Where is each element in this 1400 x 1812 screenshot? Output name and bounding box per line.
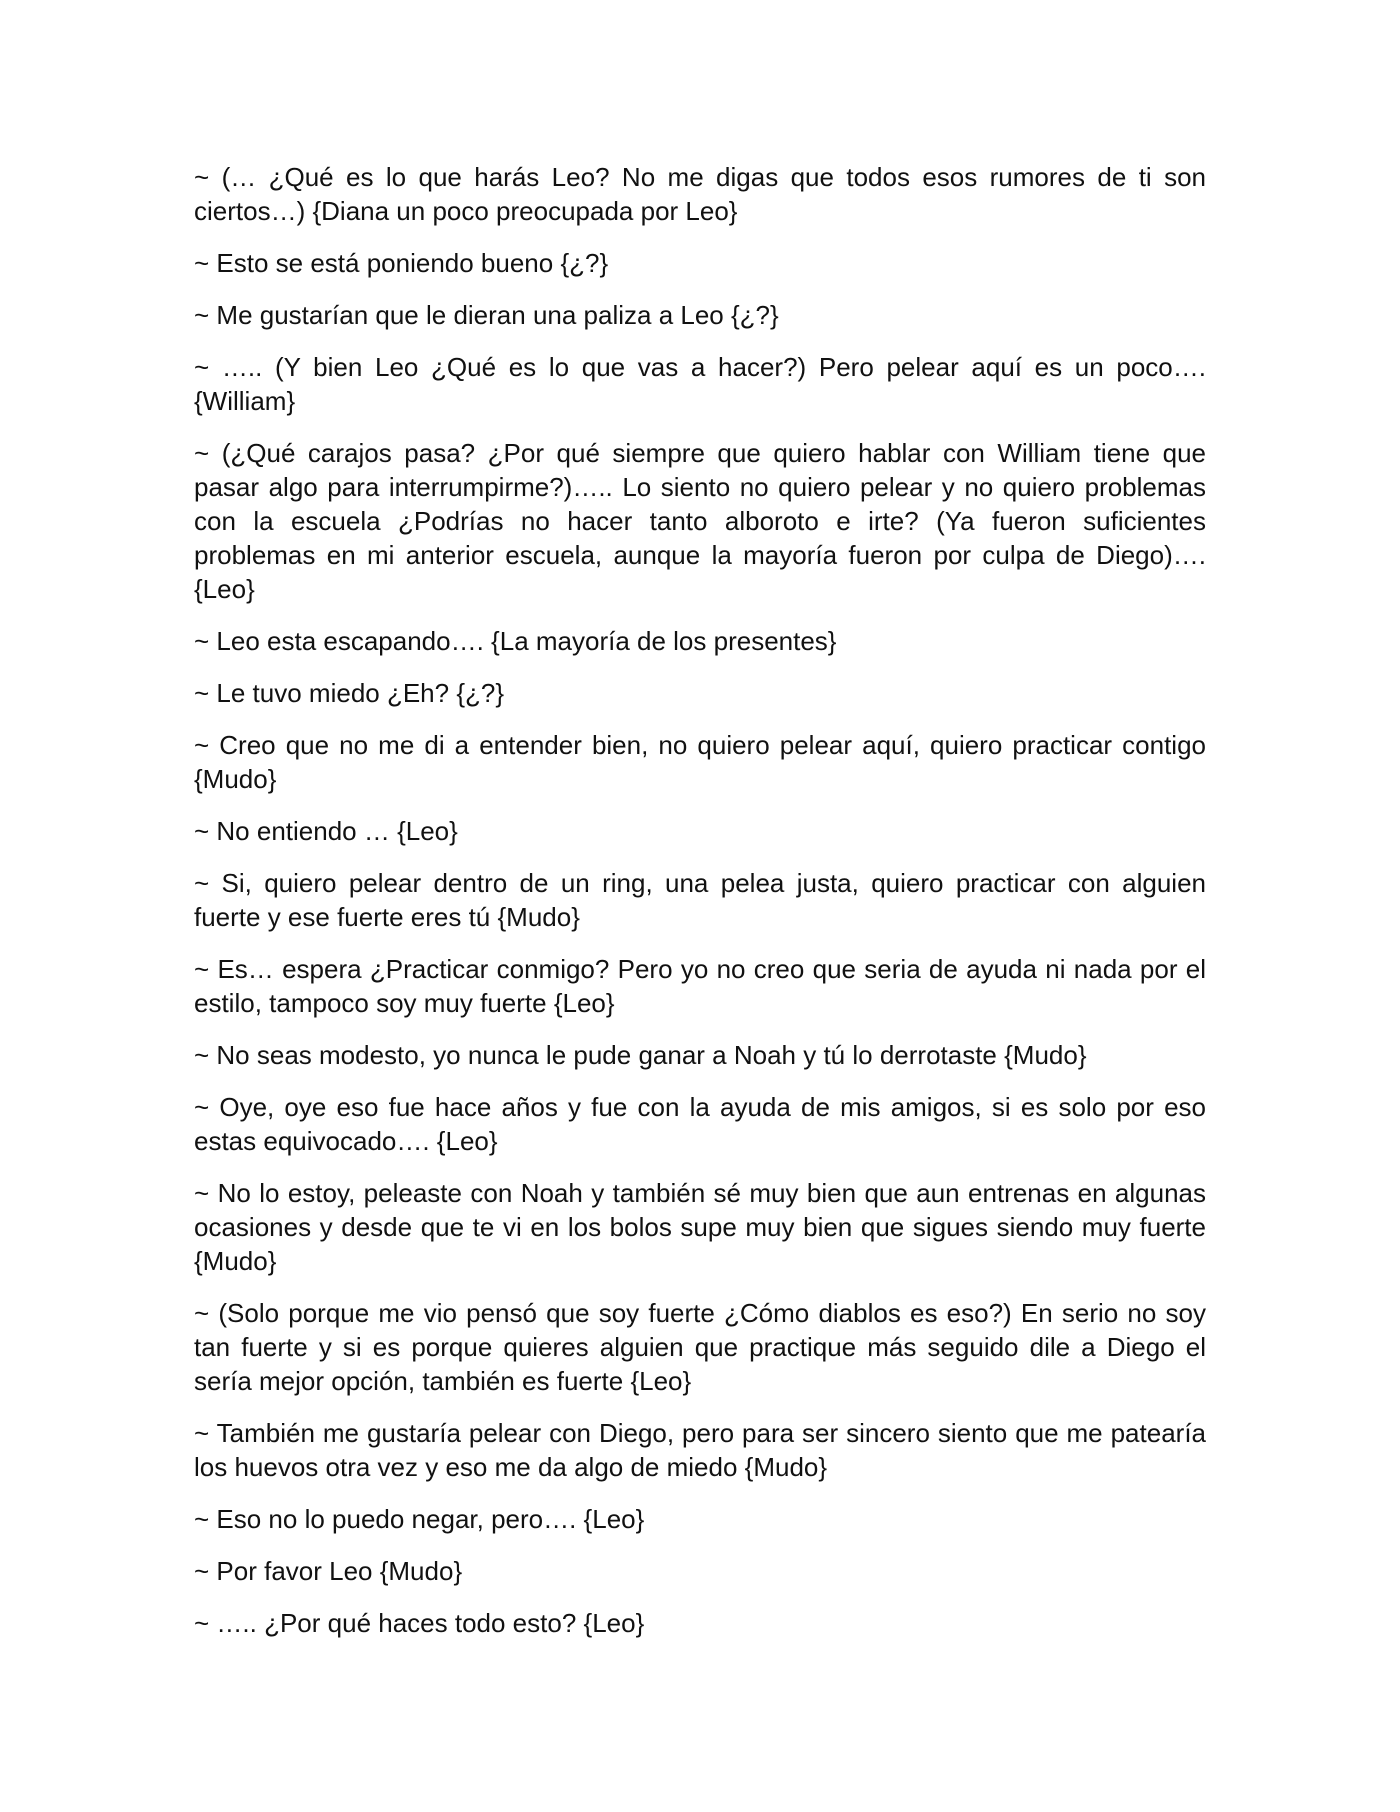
dialogue-line: ~ ….. ¿Por qué haces todo esto? {Leo} bbox=[194, 1608, 645, 1638]
dialogue-line: ~ Esto se está poniendo bueno {¿?} bbox=[194, 248, 609, 278]
dialogue-line: ~ ….. (Y bien Leo ¿Qué es lo que vas a hacer?) Pero pelear aquí es un poco…. {William} bbox=[194, 352, 1206, 416]
dialogue-line: ~ Creo que no me di a entender bien, no quiero pelear aquí, quiero practicar contigo {Mudo} bbox=[194, 730, 1206, 794]
dialogue-line: ~ Leo esta escapando…. {La mayoría de los presentes} bbox=[194, 626, 837, 656]
dialogue-line: ~ No lo estoy, peleaste con Noah y también sé muy bien que aun entrenas en algunas ocasiones y desde que te vi en los bolos supe muy bien que sigues siendo muy fuerte {Mudo} bbox=[194, 1178, 1206, 1276]
dialogue-line: ~ (¿Qué carajos pasa? ¿Por qué siempre que quiero hablar con William tiene que pasar algo para interrumpirme?)….. Lo siento no quiero pelear y no quiero problemas con la escuela ¿Podrías no hacer tanto alboroto e irte? (Ya fueron suficientes problemas en mi anterior escuela, aunque la mayoría fueron por culpa de Diego)…. {Leo} bbox=[194, 438, 1206, 604]
dialogue-line: ~ (Solo porque me vio pensó que soy fuerte ¿Cómo diablos es eso?) En serio no soy tan fuerte y si es porque quieres alguien que practique más seguido dile a Diego el sería mejor opción, también es fuerte {Leo} bbox=[194, 1298, 1206, 1396]
dialogue-line: ~ También me gustaría pelear con Diego, pero para ser sincero siento que me patearía los huevos otra vez y eso me da algo de miedo {Mudo} bbox=[194, 1418, 1206, 1482]
dialogue-line: ~ Eso no lo puedo negar, pero…. {Leo} bbox=[194, 1504, 645, 1534]
dialogue-line: ~ Es… espera ¿Practicar conmigo? Pero yo no creo que seria de ayuda ni nada por el estilo, tampoco soy muy fuerte {Leo} bbox=[194, 954, 1206, 1018]
dialogue-line: ~ Me gustarían que le dieran una paliza a Leo {¿?} bbox=[194, 300, 779, 330]
dialogue-line: ~ No entiendo … {Leo} bbox=[194, 816, 458, 846]
dialogue-text bbox=[194, 160, 1206, 1658]
dialogue-line: ~ No seas modesto, yo nunca le pude ganar a Noah y tú lo derrotaste {Mudo} bbox=[194, 1040, 1087, 1070]
dialogue-line: ~ (… ¿Qué es lo que harás Leo? No me digas que todos esos rumores de ti son ciertos…) {Diana un poco preocupada por Leo} bbox=[194, 162, 1206, 226]
dialogue-line: ~ Oye, oye eso fue hace años y fue con la ayuda de mis amigos, si es solo por eso estas equivocado…. {Leo} bbox=[194, 1092, 1206, 1156]
dialogue-line: ~ Le tuvo miedo ¿Eh? {¿?} bbox=[194, 678, 505, 708]
dialogue-line: ~ Si, quiero pelear dentro de un ring, una pelea justa, quiero practicar con alguien fuerte y ese fuerte eres tú {Mudo} bbox=[194, 868, 1206, 932]
dialogue-line: ~ Por favor Leo {Mudo} bbox=[194, 1556, 463, 1586]
